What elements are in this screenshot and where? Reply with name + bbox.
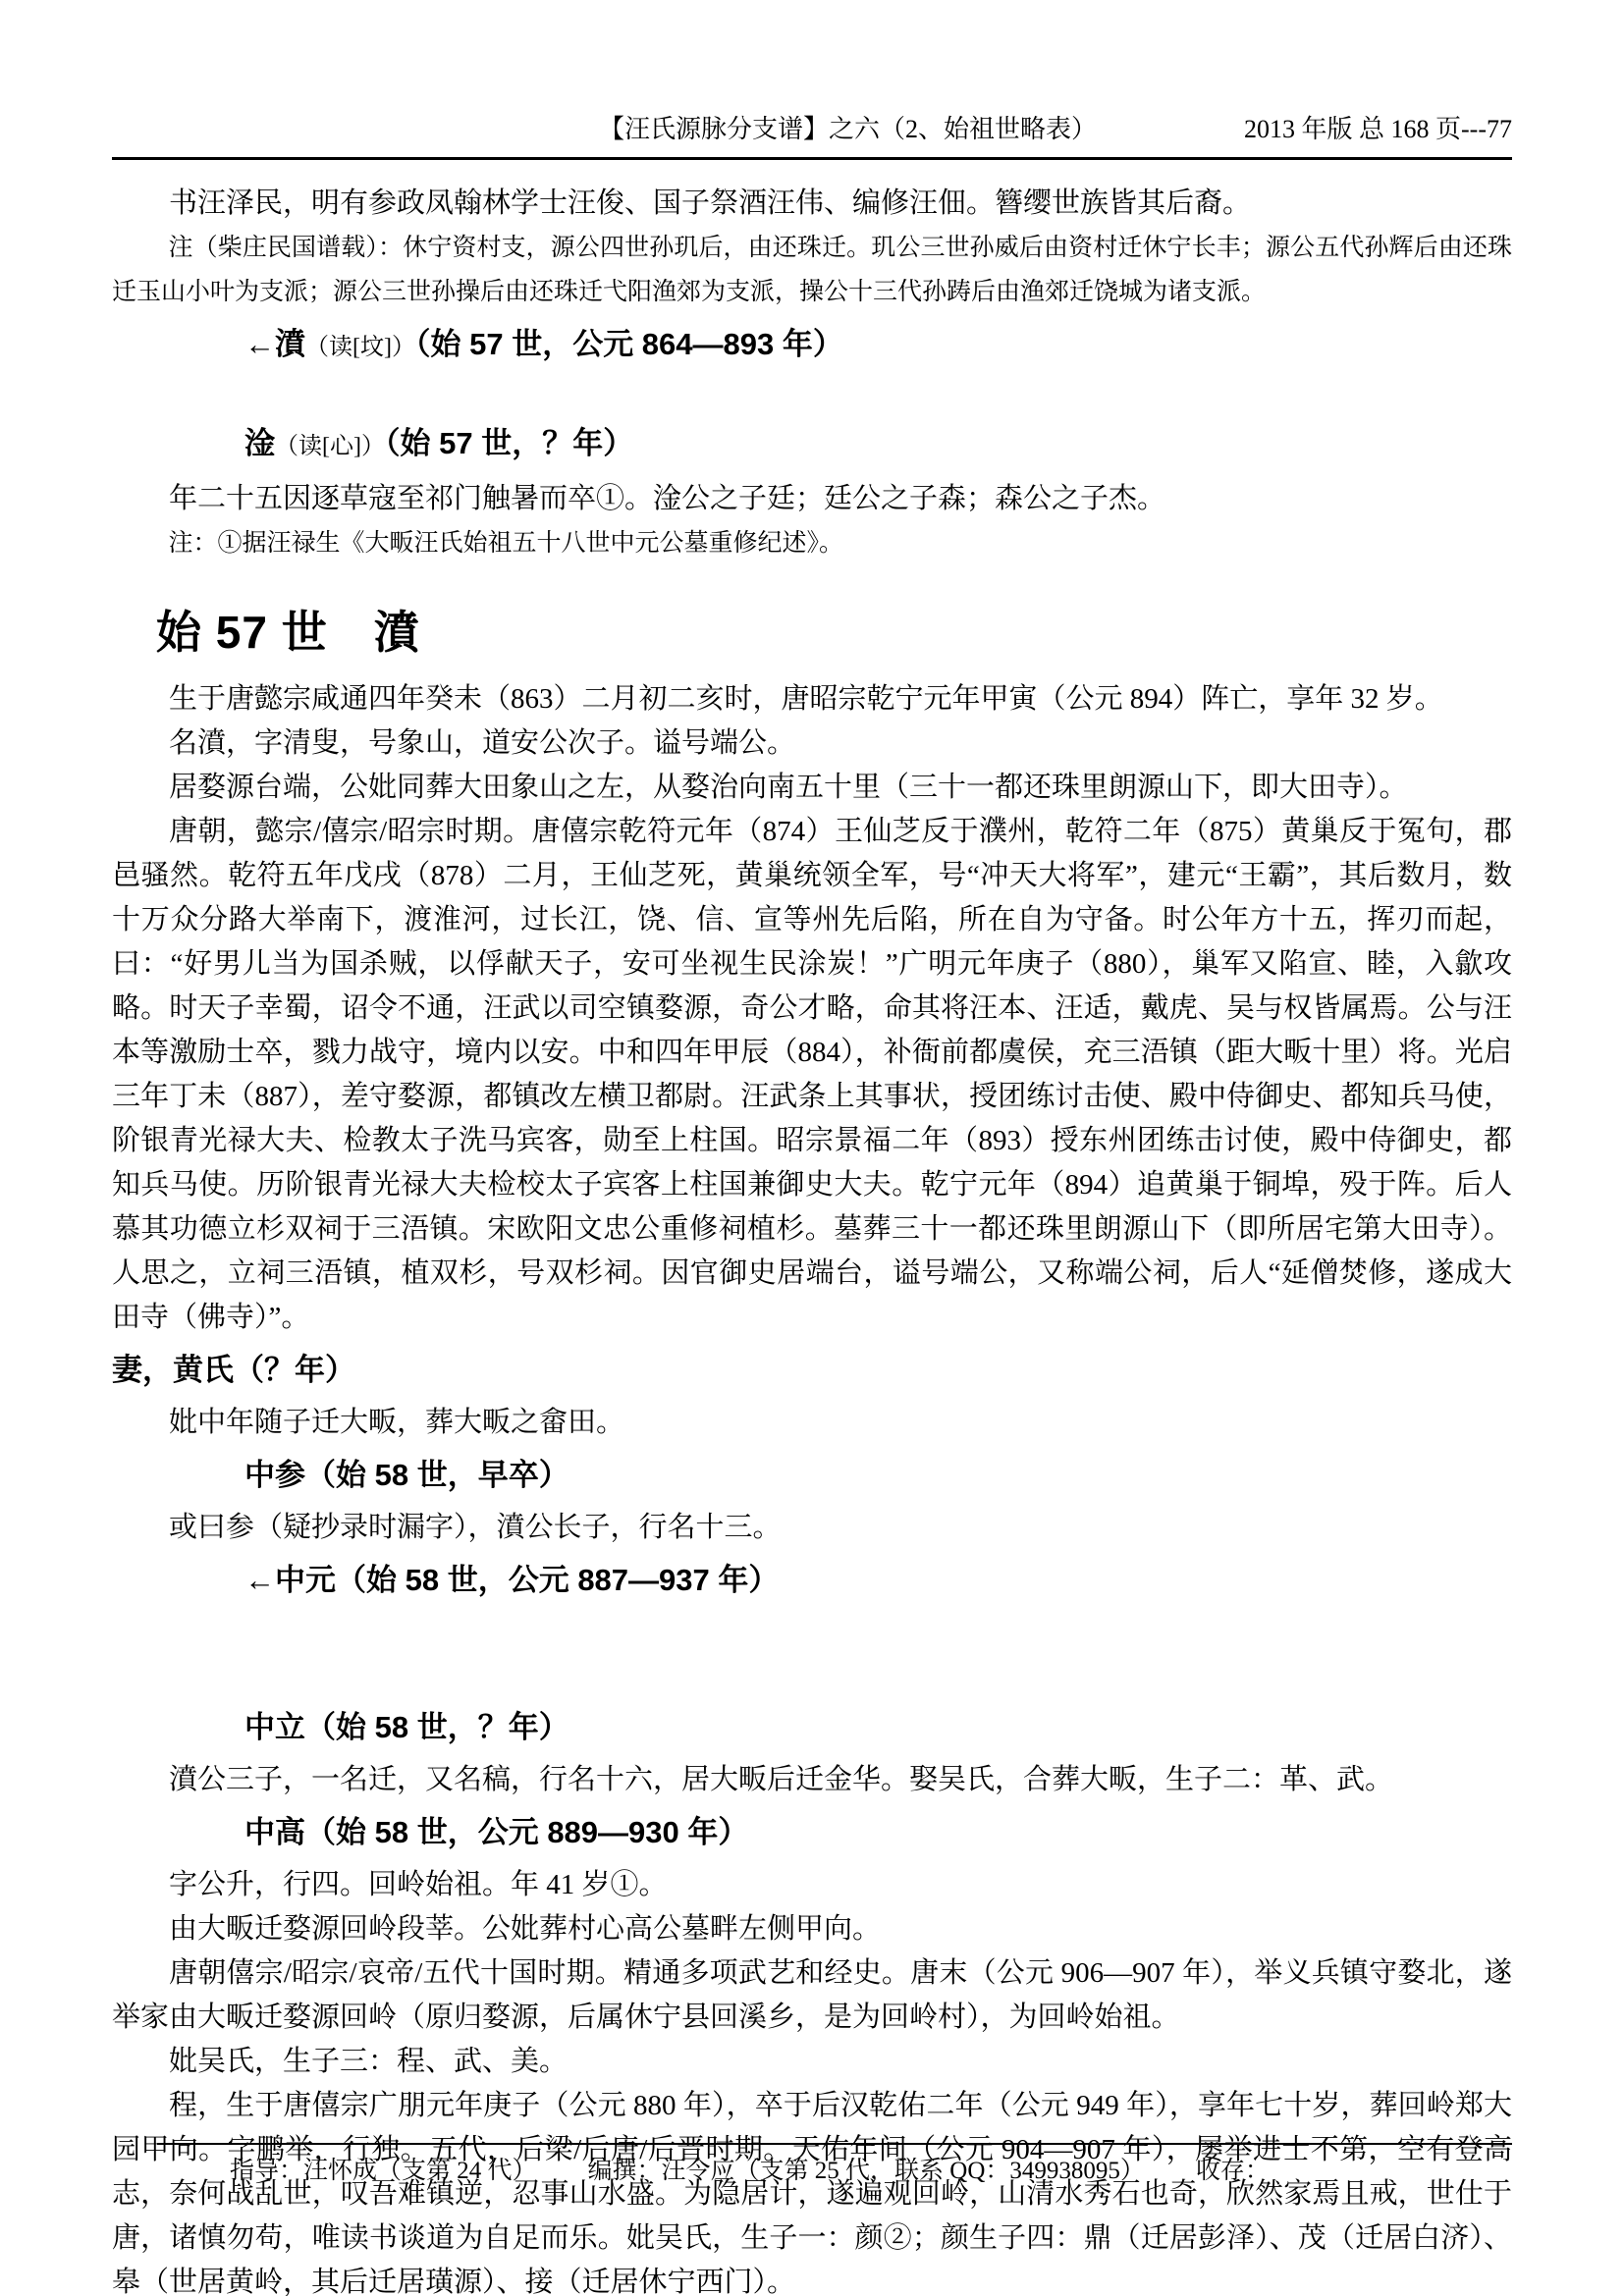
gan-paragraph: 年二十五因逐草寇至祁门触暑而卒①。淦公之子廷；廷公之子森；森公之子杰。: [169, 483, 1166, 514]
fen-paragraph-residence: 居婺源台端，公妣同葬大田象山之左，从婺治向南五十里（三十一都还珠里朗源山下，即大田寺）。: [169, 772, 1408, 803]
intro-note: 注（柴庄民国谱载）：休宁资村支，源公四世孙玑后，由还珠迁。玑公三世孙威后由资村迁休宁长丰；源公五代孙辉后由还珠迁玉山小叶为支派；源公三世孙操后由还珠迁弋阳渔郊为支派，操公十三代孙踌后由渔郊迁饶城为诸支派。: [112, 235, 1512, 305]
wife-paragraph: 妣中年随子迁大畈，葬大畈之畲田。: [169, 1407, 625, 1438]
fen-paragraph-birth: 生于唐懿宗咸通四年癸未（863）二月初二亥时，唐昭宗乾宁元年甲寅（公元 894）阵亡，享年 32 岁。: [169, 683, 1443, 715]
fen-ref-reading: （读[坟]）: [305, 335, 415, 360]
page-header: [112, 0, 1512, 160]
intro-paragraph: 书汪泽民，明有参政凤翰林学士汪俊、国子祭酒汪伟、编修汪佃。簪缨世族皆其后裔。: [169, 187, 1252, 219]
gan-reading: （读[心]）: [275, 434, 385, 459]
zhongcan-paragraph: 或曰参（疑抄录时漏字），濆公长子，行名十三。: [169, 1512, 782, 1543]
zhonggao-paragraph-cheng: 程，生于唐僖宗广朋元年庚子（公元 880 年），卒于后汉乾佑二年（公元 949 年），享年七十岁，葬回岭郑大园甲向。字鹏举，行独。五代，后梁/后唐/后晋时期。天佑年间（公元 904—907 年），屡举进士不第，空有登高志，奈何战乱世，叹吾难镇逆，忍事山水盛。为隐居计，遂遍观回岭，山清水秀石也奇，欣然家焉且戒，世仕于唐，诸慎勿苟，唯读书谈道为自足而乐。妣吴氏，生子一：颜②；颜生子四：鼎（迁居彭泽）、茂（迁居白济）、皋（世居黄岭，其后迁居璜源）、接（迁居休宁西门）。: [112, 2090, 1512, 2296]
header-page-info: 2013 年版 总 168 页---77: [1244, 115, 1512, 143]
fen-ref-name: ←濆: [244, 327, 305, 361]
gan-note: 注：①据汪禄生《大畈汪氏始祖五十八世中元公墓重修纪述》。: [168, 530, 844, 557]
footer-rule: [157, 2143, 1512, 2145]
footer-text-row: [112, 2154, 1512, 2189]
zhonggao-paragraph-burial: 由大畈迁婺源回岭段莘。公妣葬村心高公墓畔左侧甲向。: [169, 1913, 882, 1945]
header-title: 【汪氏源脉分支谱】之六（2、始祖世略表）: [599, 115, 1098, 143]
footer-mentor: 指导：汪怀成（支第 24 代）: [230, 2158, 537, 2184]
zhonggao-paragraph-sons: 妣吴氏，生子三：程、武、美。: [169, 2046, 568, 2077]
fen-paragraph-names: 名濆，字清叟，号象山，道安公次子。谥号端公。: [169, 727, 796, 759]
zhonggao-paragraph-era: 唐朝僖宗/昭宗/哀帝/五代十国时期。精通多项武艺和经史。唐末（公元 906—907 年），举义兵镇守婺北，遂举家由大畈迁婺源回岭（原归婺源，后属休宁县回溪乡，是为回岭村），为回岭始祖。: [112, 1957, 1512, 2033]
document-body: [112, 160, 1512, 2296]
footer-keeper: 收存：: [1195, 2158, 1270, 2184]
gan-info: （始 57 世，？年）: [384, 426, 634, 460]
heading-zhongyuan-ref: ←中元（始 58 世，公元 887—937 年）: [244, 1563, 780, 1597]
fen-ref-info: （始 57 世，公元 864—893 年）: [414, 327, 843, 361]
heading-zhongli: 中立（始 58 世，？年）: [244, 1710, 569, 1744]
page-header-row: [112, 114, 1512, 145]
section-title-shi57-fen: 始 57 世 濆: [156, 607, 420, 658]
footer-editor: 编撰：汪令应（支第 25 代，联系 QQ：349938095）: [587, 2158, 1145, 2184]
zhongli-paragraph: 濆公三子，一名迁，又名稿，行名十六，居大畈后迁金华。娶吴氏，合葬大畈，生子二：革、武。: [169, 1764, 1394, 1795]
fen-paragraph-biography: 唐朝，懿宗/僖宗/昭宗时期。唐僖宗乾符元年（874）王仙芝反于濮州，乾符二年（875）黄巢反于冤句，郡邑骚然。乾符五年戊戌（878）二月，王仙芝死，黄巢统领全军，号“冲天大将军”，建元“王霸”，其后数月，数十万众分路大举南下，渡淮河，过长江，饶、信、宣等州先后陷，所在自为守备。时公年方十五，挥刃而起，曰：“好男儿当为国杀贼，以俘献天子，安可坐视生民涂炭！”广明元年庚子（880），巢军又陷宣、睦，入歙攻略。时天子幸蜀，诏令不通，汪武以司空镇婺源，奇公才略，命其将汪本、汪适，戴虎、吴与权皆属焉。公与汪本等激励士卒，戮力战守，境内以安。中和四年甲辰（884），补衙前都虞侯，充三浯镇（距大畈十里）将。光启三年丁未（887），差守婺源，都镇改左横卫都尉。汪武条上其事状，授团练讨击使、殿中侍御史、都知兵马使，阶银青光禄大夫、检教太子洗马宾客，勋至上柱国。昭宗景福二年（893）授东州团练击讨使，殿中侍御史，都知兵马使。历阶银青光禄大夫检校太子宾客上柱国兼御史大夫。乾宁元年（894）追黄巢于铜埠，殁于阵。后人慕其功德立杉双祠于三浯镇。宋欧阳文忠公重修祠植杉。墓葬三十一都还珠里朗源山下（即所居宅第大田寺）。人思之，立祠三浯镇，植双杉，号双杉祠。因官御史居端台，谥号端公，又称端公祠，后人“延僧焚修，遂成大田寺（佛寺）”。: [112, 816, 1512, 1333]
heading-zhonggao: 中高（始 58 世，公元 889—930 年）: [244, 1815, 749, 1849]
zhonggao-paragraph-style: 字公升，行四。回岭始祖。年 41 岁①。: [169, 1869, 668, 1900]
heading-gan: [244, 421, 1512, 469]
heading-wife-huang: 妻，黄氏（？年）: [112, 1353, 355, 1387]
heading-fen-ref: [244, 322, 1512, 370]
heading-zhongcan: 中参（始 58 世，早卒）: [244, 1458, 569, 1492]
page-footer: [112, 2143, 1512, 2189]
gan-name: 淦: [244, 426, 275, 460]
